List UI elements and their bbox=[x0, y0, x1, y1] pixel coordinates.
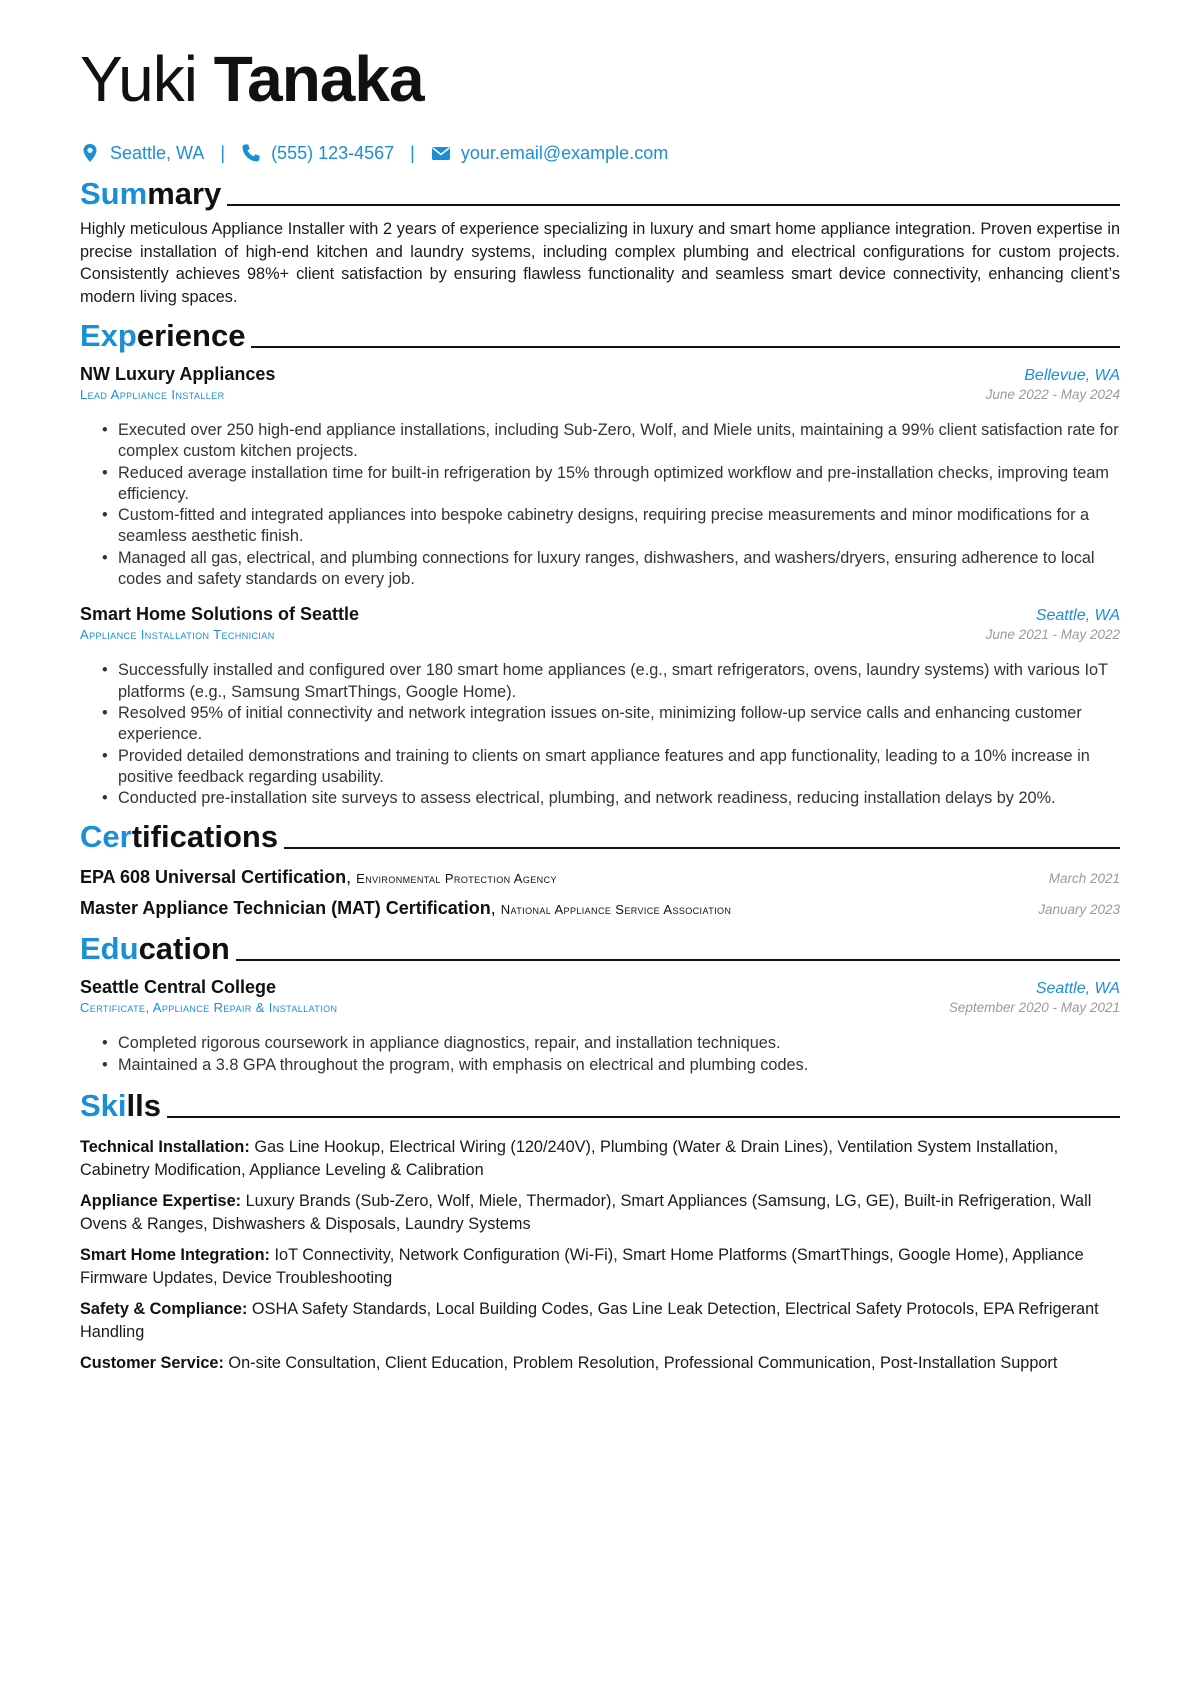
education-bullets bbox=[80, 1033, 1120, 1076]
heading-rule bbox=[167, 1116, 1120, 1118]
job-dates: June 2021 - May 2022 bbox=[985, 627, 1120, 643]
skill-text: IoT Connectivity, Network Configuration (Wi-Fi), Smart Home Platforms (SmartThings, Google Home), Appliance Firmware Updates, Device Troubleshooting bbox=[80, 1246, 1084, 1287]
experience-heading bbox=[80, 318, 1120, 354]
job-title: Lead Appliance Installer bbox=[80, 387, 225, 402]
experience-entry bbox=[80, 604, 1120, 809]
email-text[interactable]: your.email@example.com bbox=[460, 142, 669, 163]
contact-email[interactable] bbox=[431, 143, 668, 164]
skill-label: Appliance Expertise: bbox=[80, 1192, 242, 1211]
heading-rule bbox=[227, 204, 1120, 206]
certification-issuer: Environmental Protection Agency bbox=[356, 871, 557, 887]
skill-group bbox=[80, 1298, 1120, 1343]
skill-text: Gas Line Hookup, Electrical Wiring (120/240V), Plumbing (Water & Drain Lines), Ventilation System Installation, Cabinetry Modification, Appliance Leveling & Calibration bbox=[80, 1138, 1059, 1179]
job-location: Seattle, WA bbox=[1035, 607, 1120, 625]
list-item: • Successfully installed and configured over 180 smart home appliances (e.g., smart refrigerators, ovens, laundry systems) with various IoT platforms (e.g., Samsung SmartThings, Google Home). bbox=[102, 660, 1120, 703]
candidate-name bbox=[80, 40, 1120, 118]
heading-rest: mary bbox=[147, 176, 222, 211]
summary-heading bbox=[80, 176, 1120, 212]
list-item: • Reduced average installation time for built-in refrigeration by 15% through optimized workflow and pre-installation checks, improving team efficiency. bbox=[102, 463, 1120, 506]
summary-text: Highly meticulous Appliance Installer with 2 years of experience specializing in luxury and smart home appliance integration. Proven expertise in precise installation of high-end kitchen and laundry systems, including complex plumbing and electrical configurations for custom projects. Consistently achieves 98%+ client satisfaction by ensuring flawless functionality and seamless smart device connectivity, enhancing client’s modern living spaces. bbox=[80, 220, 1120, 306]
list-item: • Resolved 95% of initial connectivity and network integration issues on-site, minimizing follow-up service calls and enhancing customer experience. bbox=[102, 703, 1120, 746]
skill-group bbox=[80, 1244, 1120, 1289]
skill-group bbox=[80, 1190, 1120, 1235]
school-location: Seattle, WA bbox=[1035, 980, 1120, 998]
contact-separator: | bbox=[220, 142, 226, 163]
map-pin-icon bbox=[80, 143, 100, 163]
list-item: • Completed rigorous coursework in appliance diagnostics, repair, and installation techniques. bbox=[102, 1033, 1120, 1054]
skill-text: Luxury Brands (Sub-Zero, Wolf, Miele, Thermador), Smart Appliances (Samsung, LG, GE), Built-in Refrigeration, Wall Ovens & Ranges, Dishwashers & Disposals, Laundry Systems bbox=[80, 1192, 1092, 1233]
heading-rest: erience bbox=[136, 318, 246, 353]
contact-location bbox=[80, 143, 204, 164]
skill-text: OSHA Safety Standards, Local Building Codes, Gas Line Leak Detection, Electrical Safety Protocols, EPA Refrigerant Handling bbox=[80, 1300, 1099, 1341]
heading-rest: tifications bbox=[131, 819, 279, 855]
skill-group bbox=[80, 1136, 1120, 1181]
heading-accent: Ski bbox=[80, 1088, 127, 1124]
skill-label: Technical Installation: bbox=[80, 1138, 250, 1157]
heading-rule bbox=[251, 346, 1120, 348]
heading-accent: Edu bbox=[80, 931, 139, 967]
job-dates: June 2022 - May 2024 bbox=[985, 387, 1120, 402]
list-item: • Custom-fitted and integrated appliances into bespoke cabinetry designs, requiring precise measurements and minor modifications for a seamless aesthetic finish. bbox=[102, 505, 1120, 548]
list-item: • Maintained a 3.8 GPA throughout the program, with emphasis on electrical and plumbing codes. bbox=[102, 1055, 1120, 1076]
job-title: Appliance Installation Technician bbox=[80, 627, 275, 643]
education-entry bbox=[80, 977, 1120, 1076]
company-name: Smart Home Solutions of Seattle bbox=[80, 604, 360, 625]
heading-accent: Exp bbox=[80, 318, 137, 353]
list-item: • Executed over 250 high-end appliance installations, including Sub-Zero, Wolf, and Miele units, maintaining a 99% client satisfaction rate for complex custom kitchen projects. bbox=[102, 420, 1120, 463]
job-bullets bbox=[80, 420, 1120, 590]
education-heading bbox=[80, 931, 1120, 967]
skill-group bbox=[80, 1352, 1120, 1375]
list-item: • Provided detailed demonstrations and training to clients on smart appliance features and app functionality, leading to a 10% increase in positive feedback regarding usability. bbox=[102, 746, 1120, 789]
heading-accent: Cer bbox=[80, 819, 132, 855]
skill-label: Smart Home Integration: bbox=[80, 1246, 270, 1265]
skills-heading bbox=[80, 1088, 1120, 1124]
certification-item: EPA 608 Universal Certification, Environmental Protection Agency March 2021 bbox=[80, 867, 1120, 888]
certifications-heading bbox=[80, 819, 1120, 855]
school-name: Seattle Central College bbox=[80, 977, 277, 998]
envelope-icon bbox=[431, 143, 451, 163]
heading-rule bbox=[284, 847, 1120, 849]
certification-name: Master Appliance Technician (MAT) Certification bbox=[80, 898, 491, 919]
company-name: NW Luxury Appliances bbox=[80, 364, 276, 384]
list-item: • Managed all gas, electrical, and plumbing connections for luxury ranges, dishwashers, and washers/dryers, ensuring adherence to local codes and safety standards on every job. bbox=[102, 548, 1120, 591]
heading-rule bbox=[236, 959, 1120, 961]
certification-issuer: National Appliance Service Association bbox=[500, 902, 732, 918]
skill-text: On-site Consultation, Client Education, Problem Resolution, Professional Communication, Post-Installation Support bbox=[228, 1354, 1058, 1373]
contact-phone[interactable] bbox=[241, 143, 394, 164]
education-dates: September 2020 - May 2021 bbox=[948, 1000, 1120, 1016]
contact-separator: | bbox=[410, 142, 415, 163]
certification-item: Master Appliance Technician (MAT) Certification, National Appliance Service Association January 2023 bbox=[80, 898, 1120, 919]
job-location: Bellevue, WA bbox=[1024, 367, 1120, 384]
resume-page bbox=[80, 40, 1120, 1384]
certification-date: March 2021 bbox=[1048, 871, 1120, 887]
last-name: Tanaka bbox=[213, 43, 424, 115]
degree-title: Certificate, Appliance Repair & Installation bbox=[80, 1000, 338, 1016]
first-name: Yuki bbox=[80, 43, 197, 115]
skill-label: Customer Service: bbox=[80, 1354, 224, 1373]
experience-entry bbox=[80, 364, 1120, 590]
heading-accent: Sum bbox=[80, 176, 148, 211]
list-item: • Conducted pre-installation site surveys to assess electrical, plumbing, and network readiness, reducing installation delays by 20%. bbox=[102, 788, 1120, 809]
contact-line bbox=[80, 140, 1120, 166]
job-bullets bbox=[80, 660, 1120, 809]
skill-label: Safety & Compliance: bbox=[80, 1300, 248, 1319]
phone-icon bbox=[241, 143, 261, 163]
certification-name: EPA 608 Universal Certification bbox=[80, 867, 347, 888]
heading-rest: cation bbox=[138, 931, 230, 967]
heading-rest: lls bbox=[126, 1088, 161, 1124]
certification-date: January 2023 bbox=[1038, 902, 1120, 918]
location-text: Seattle, WA bbox=[110, 142, 205, 163]
phone-text[interactable]: (555) 123-4567 bbox=[271, 142, 395, 163]
